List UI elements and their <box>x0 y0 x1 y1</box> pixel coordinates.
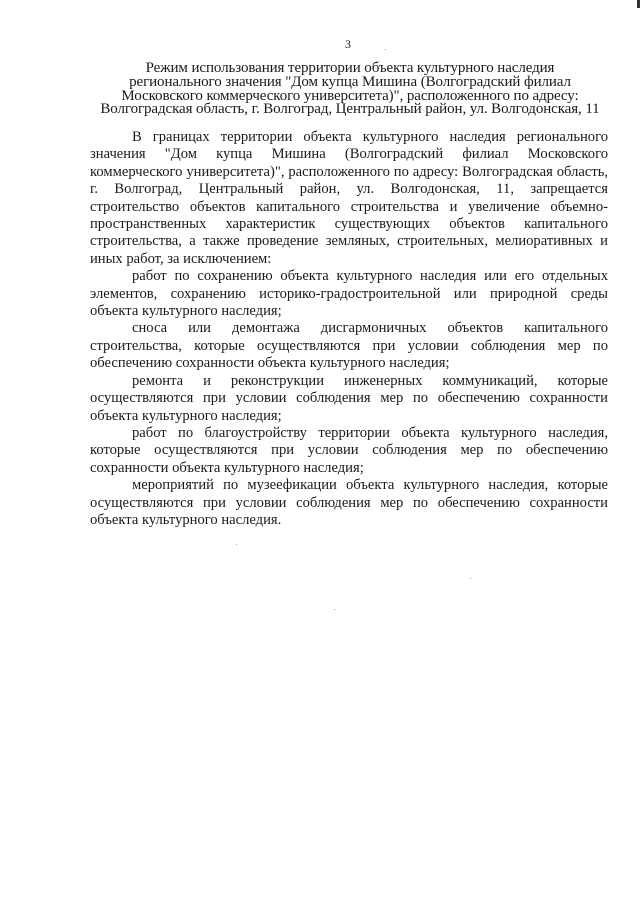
page-number: 3 <box>345 37 351 51</box>
document-title <box>80 62 620 117</box>
title-line-2: регионального значения "Дом купца Мишина (Волгоградский филиал <box>129 73 571 90</box>
title-line-3: Московского коммерческого университета)", расположенного по адресу: <box>121 87 579 104</box>
scan-speck <box>385 49 386 50</box>
paragraph-exception-utilities: ремонта и реконструкции инженерных коммуникаций, которые осуществляются при условии соблюдения мер по обеспечению сохранности объекта культурного наследия; <box>90 372 608 424</box>
document-body <box>90 129 608 529</box>
title-line-1: Режим использования территории объекта культурного наследия <box>145 60 555 76</box>
paragraph-exception-landscaping: работ по благоустройству территории объекта культурного наследия, которые осуществляются при условии соблюдения мер по обеспечению сохранности объекта культурного наследия; <box>90 424 608 476</box>
paragraph-intro: В границах территории объекта культурного наследия регионального значения "Дом купца Мишина (Волгоградский филиал Московского коммерческого университета)", расположенного по адресу: Волгоградская область, г. Волгоград, Центральный район, ул. Волгодонская, 11, запрещается строительство объектов капитального строительства и увеличение объемно-пространственных характеристик существующих объектов капитального строительства, а также проведение земляных, строительных, мелиоративных и иных работ, за исключением: <box>90 129 608 267</box>
scan-speck <box>236 544 237 545</box>
paragraph-exception-museumification: мероприятий по музеефикации объекта культурного наследия, которые осуществляются при условии соблюдения мер по обеспечению сохранности объекта культурного наследия. <box>90 477 608 528</box>
scan-speck <box>334 609 335 610</box>
scan-speck <box>470 578 471 579</box>
paragraph-exception-preservation: работ по сохранению объекта культурного наследия или его отдельных элементов, сохранению историко-градостроительной или природной среды объекта культурного наследия; <box>90 268 608 320</box>
paragraph-exception-demolition: сноса или демонтажа дисгармоничных объектов капитального строительства, которые осуществляются при условии соблюдения мер по обеспечению сохранности объекта культурного наследия; <box>90 320 608 372</box>
title-line-4: Волгоградская область, г. Волгоград, Центральный район, ул. Волгодонская, 11 <box>100 101 600 118</box>
